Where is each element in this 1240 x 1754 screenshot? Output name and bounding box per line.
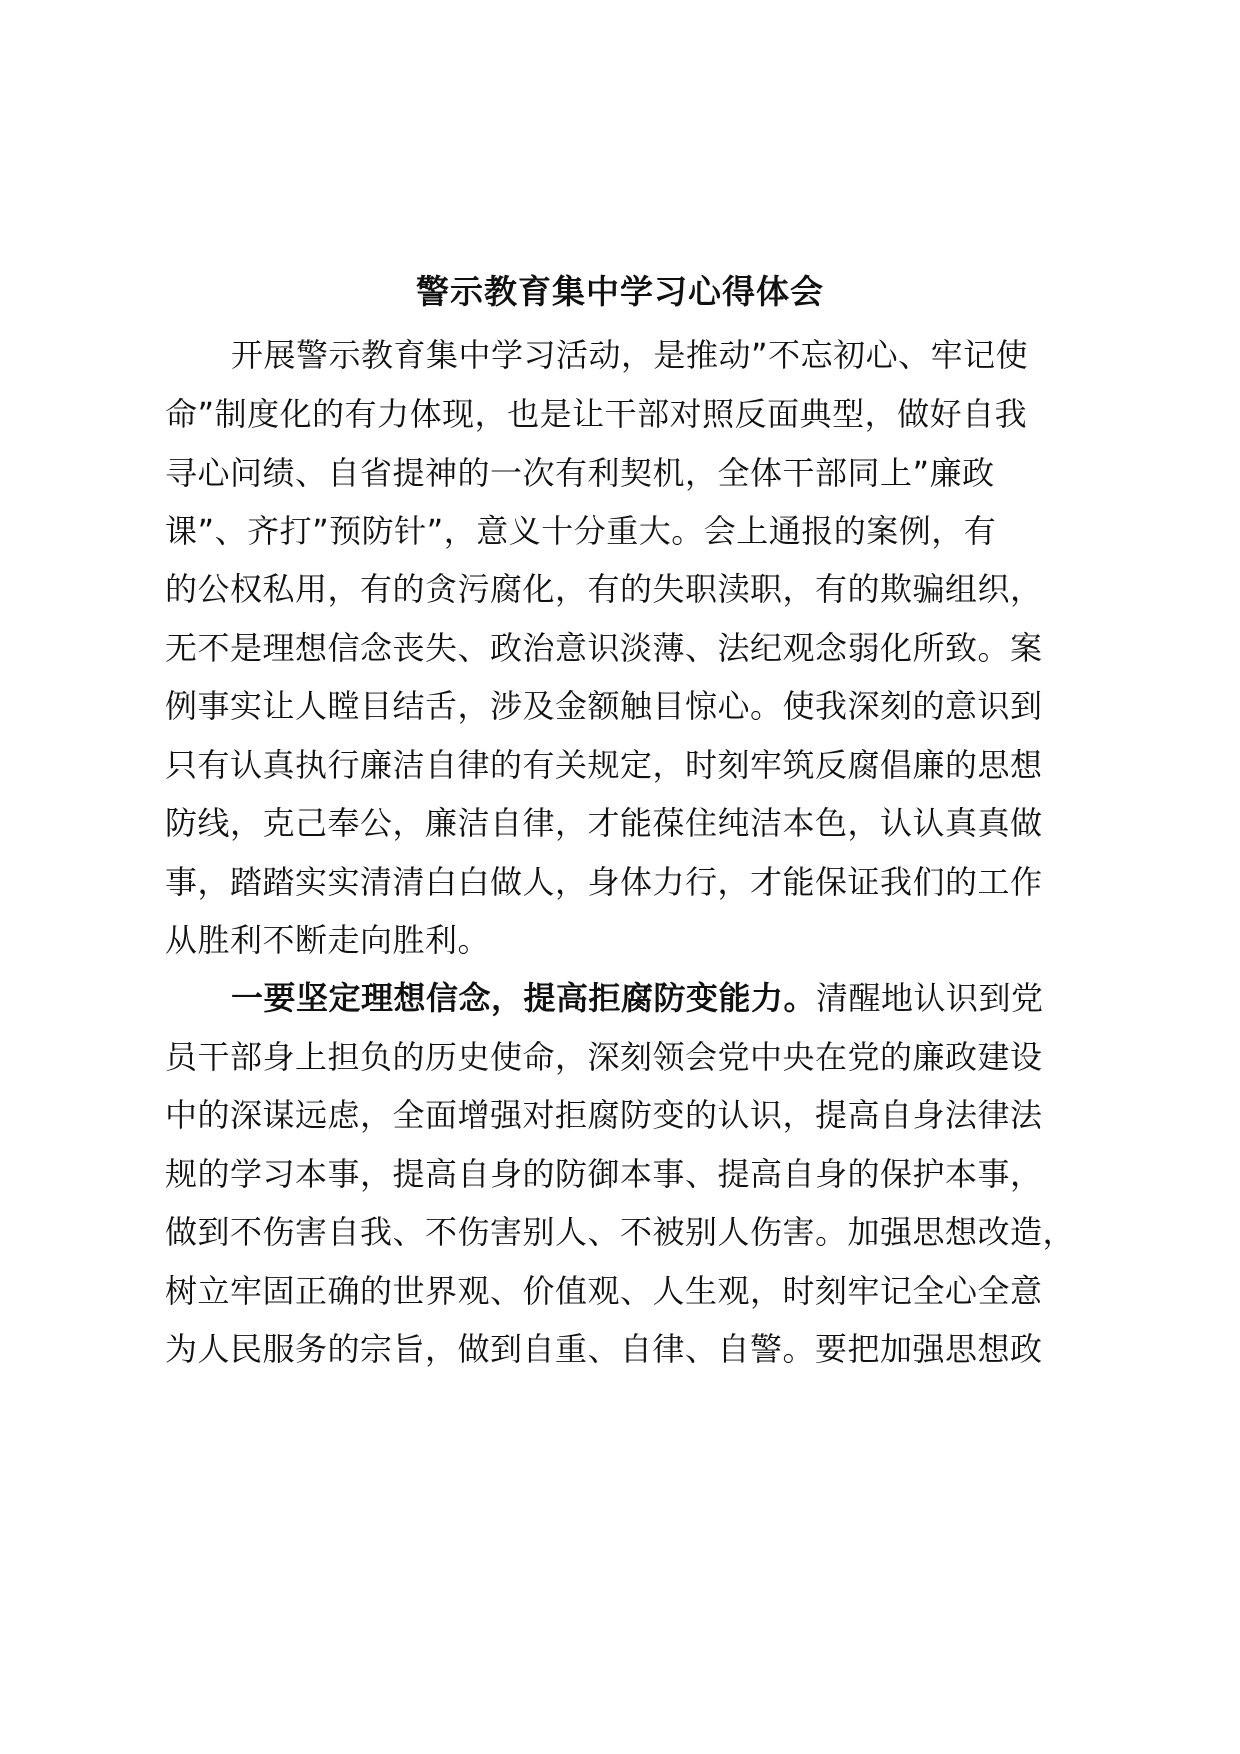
paragraph-line: 做到不伤害自我、不伤害别人、不被别人伤害。加强思想改造， xyxy=(165,1213,1076,1251)
paragraph-line: 命”制度化的有力体现，也是让干部对照反面典型，做好自我 xyxy=(165,395,1028,433)
section-text: 清醒地认识到党 xyxy=(816,979,1044,1017)
document-title: 警示教育集中学习心得体会 xyxy=(416,272,824,311)
paragraph-line: 只有认真执行廉洁自律的有关规定，时刻牢筑反腐倡廉的思想 xyxy=(165,746,1043,784)
paragraph-line: 开展警示教育集中学习活动，是推动”不忘初心、牢记使 xyxy=(231,336,1029,374)
paragraph-line: 的公权私用，有的贪污腐化，有的失职渎职，有的欺骗组织， xyxy=(165,570,1043,608)
paragraph-line: 事，踏踏实实清清白白做人，身体力行，才能保证我们的工作 xyxy=(165,863,1043,901)
paragraph-line: 从胜利不断走向胜利。 xyxy=(165,921,491,959)
paragraph-line: 中的深谋远虑，全面增强对拒腐防变的认识，提高自身法律法 xyxy=(165,1096,1043,1134)
paragraph-line: 课”、齐打”预防针”，意义十分重大。会上通报的案例，有 xyxy=(165,512,997,550)
paragraph-line: 为人民服务的宗旨，做到自重、自律、自警。要把加强思想政 xyxy=(165,1330,1043,1368)
paragraph-line: 员干部身上担负的历史使命，深刻领会党中央在党的廉政建设 xyxy=(165,1038,1043,1076)
paragraph-line: 无不是理想信念丧失、政治意识淡薄、法纪观念弱化所致。案 xyxy=(165,629,1043,667)
section-first-line xyxy=(231,978,1191,1018)
paragraph-line: 规的学习本事，提高自身的防御本事、提高自身的保护本事， xyxy=(165,1155,1043,1193)
section-heading: 一要坚定理想信念，提高拒腐防变能力。 xyxy=(231,979,817,1017)
paragraph-line: 防线，克己奉公，廉洁自律，才能葆住纯洁本色，认认真真做 xyxy=(165,804,1043,842)
paragraph-line: 树立牢固正确的世界观、价值观、人生观，时刻牢记全心全意 xyxy=(165,1272,1043,1310)
paragraph-line: 例事实让人瞠目结舌，涉及金额触目惊心。使我深刻的意识到 xyxy=(165,687,1043,725)
paragraph-line: 寻心问绩、自省提神的一次有利契机，全体干部同上”廉政 xyxy=(165,454,995,492)
